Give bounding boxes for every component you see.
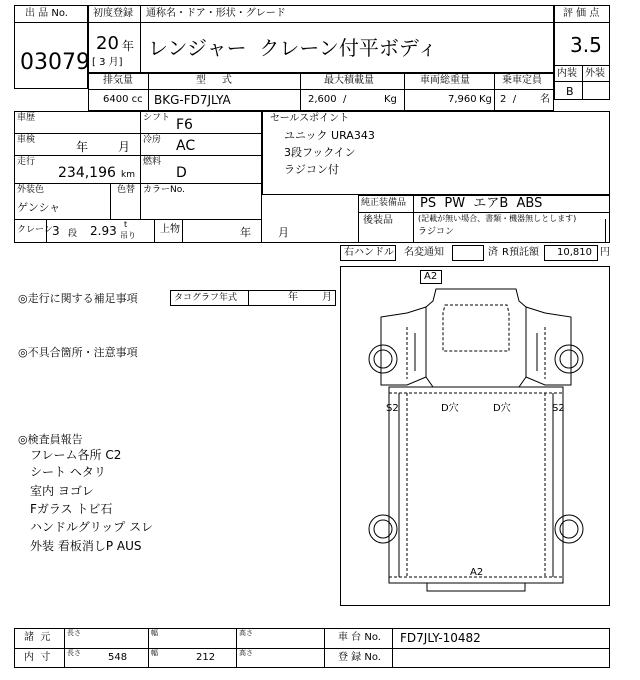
tachograph-month: 月: [322, 292, 332, 303]
sales-line-1: ユニック URA343: [284, 129, 375, 142]
aircon-label: 冷房: [143, 135, 162, 145]
first-reg-month: [ 3 月]: [92, 57, 123, 68]
capacity-value: 2 /: [500, 94, 517, 105]
label-bottom: A2: [470, 567, 484, 578]
mileage-value: 234,196: [58, 165, 116, 181]
mileage-unit: km: [121, 170, 135, 180]
crane-cap-unit-bottom: 吊り: [120, 231, 136, 240]
inspection-year: 年: [76, 140, 89, 154]
color-code-label: カラーNo.: [143, 185, 185, 195]
max-load-label: 最大積載量: [324, 75, 374, 86]
reg-label: 登 録 No.: [338, 652, 381, 663]
tachograph-year: 年: [288, 292, 298, 303]
inner-width-label: 幅: [151, 649, 158, 657]
total-weight-label: 車両総重量: [420, 75, 470, 86]
inspector-label: ◎検査員報告: [18, 433, 83, 446]
recycle-deposit-value: 10,810: [557, 247, 592, 258]
inner-length-value: 548: [108, 652, 128, 663]
shift-value: F6: [176, 117, 193, 133]
ext-color-label: 外装色: [17, 185, 45, 195]
chassis-label: 車 台 No.: [338, 632, 381, 643]
grade-value: 3.5: [570, 33, 602, 57]
lot-label: 出 品 No.: [25, 8, 68, 19]
vehicle-name: レンジャー クレーン付平ボディ: [148, 36, 438, 60]
total-weight-value: 7,960: [448, 94, 477, 105]
truck-diagram: [341, 267, 611, 607]
specs-length-label: 長さ: [67, 629, 81, 637]
crane-stages: 3: [52, 224, 60, 238]
capacity-label: 乗車定員: [502, 75, 542, 86]
inspector-line-1: フレーム各所 C2: [30, 448, 122, 462]
capacity-unit: 名: [540, 94, 550, 105]
first-reg-label: 初度登録: [93, 8, 133, 19]
history-label: 車歴: [17, 113, 36, 123]
lot-number: 03079: [20, 50, 90, 75]
title-label: 通称名・ドア・形状・グレード: [146, 8, 286, 19]
sales-line-2: 3段フックイン: [284, 146, 356, 159]
inspector-line-4: Fガラス トビ石: [30, 502, 113, 516]
first-reg-year: 20: [96, 33, 119, 54]
chassis-value: FD7JLY-10482: [400, 631, 481, 645]
aftermarket-label: 後装品: [363, 215, 393, 226]
recycle-unit: 円: [600, 247, 610, 258]
shift-label: シフト: [143, 113, 171, 123]
fuel-label: 燃料: [143, 157, 162, 167]
sales-line-3: ラジコン付: [284, 163, 339, 176]
inner-length-label: 長さ: [67, 649, 81, 657]
aftermarket-value: ラジコン: [418, 227, 455, 237]
interior-label: 内装: [557, 68, 577, 79]
name-change-box: [452, 245, 484, 261]
year-unit: 年: [122, 39, 135, 53]
crane-label: クレーン: [17, 225, 53, 235]
max-load-unit: Kg: [384, 94, 397, 105]
inspector-line-5: ハンドルグリップ スレ: [30, 520, 154, 534]
inspection-label: 車検: [17, 135, 36, 145]
loading-label: 上物: [160, 224, 180, 235]
model-value: BKG-FD7JLYA: [154, 93, 231, 107]
displacement-value: 6400 cc: [103, 94, 143, 105]
label-left: S2: [386, 403, 399, 414]
inner-height-label: 高さ: [239, 649, 253, 657]
truck-diagram-frame: [340, 266, 610, 606]
label-top: A2: [424, 271, 438, 282]
color-no-label: 色替: [117, 185, 136, 195]
exterior-label: 外装: [585, 68, 605, 79]
specs-label: 諸 元: [24, 632, 51, 643]
inner-label: 内 寸: [24, 652, 51, 663]
inner-width-value: 212: [196, 652, 216, 663]
label-right: S2: [552, 403, 565, 414]
genuine-label: 純正装備品: [361, 198, 407, 208]
recycle-label: 済: [488, 247, 498, 258]
sales-label: セールスポイント: [270, 113, 350, 124]
loading-year: 年: [240, 226, 251, 239]
inspector-line-6: 外装 看板消しP AUS: [30, 539, 142, 553]
fuel-value: D: [176, 165, 187, 181]
inspector-line-3: 室内 ヨゴレ: [30, 484, 94, 498]
genuine-value: PS PW エアB ABS: [420, 196, 543, 211]
recycle-deposit-label: R預託額: [502, 247, 539, 258]
inspector-line-2: シート ヘタリ: [30, 465, 106, 479]
label-hole-right: D穴: [493, 403, 511, 414]
aircon-value: AC: [176, 138, 196, 154]
label-hole-left: D穴: [441, 403, 459, 414]
interior-grade: B: [566, 85, 574, 98]
model-label: 型 式: [196, 75, 232, 86]
displacement-label: 排気量: [103, 75, 133, 86]
max-load-value: 2,600 /: [308, 94, 347, 105]
crane-cap-unit-top: t: [124, 220, 128, 229]
crane-stage-unit: 段: [68, 229, 78, 239]
specs-width-label: 幅: [151, 629, 158, 637]
mileage-label: 走行: [17, 157, 36, 167]
supplement-label: ◎走行に関する補足事項: [18, 292, 138, 305]
defects-label: ◎不具合箇所・注意事項: [18, 346, 138, 359]
grade-label: 評 価 点: [563, 8, 600, 19]
steering-value: 右ハンドル: [344, 247, 394, 258]
aftermarket-note: (記載が無い場合、書類・機器無しとします): [418, 214, 577, 223]
ext-color-value: ゲンシャ: [17, 201, 61, 214]
loading-month: 月: [278, 226, 289, 239]
inspection-month: 月: [118, 140, 131, 154]
total-weight-unit: Kg: [479, 94, 492, 105]
crane-capacity: 2.93: [90, 224, 117, 238]
name-change-label: 名変通知: [404, 247, 444, 258]
tachograph-label: タコグラフ年式: [174, 293, 238, 303]
specs-height-label: 高さ: [239, 629, 253, 637]
